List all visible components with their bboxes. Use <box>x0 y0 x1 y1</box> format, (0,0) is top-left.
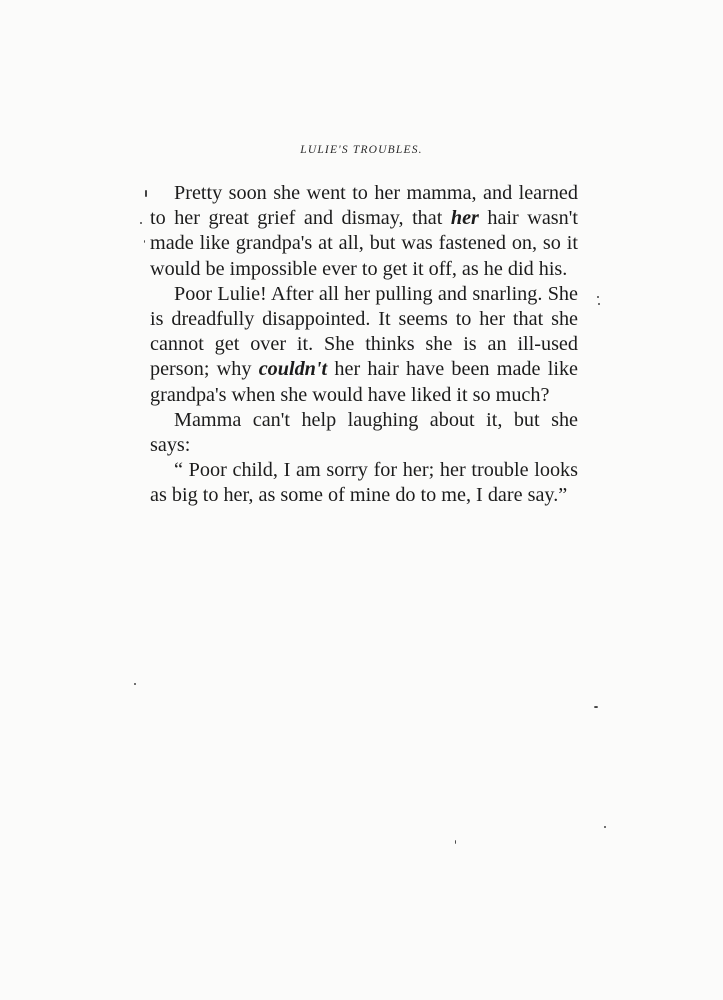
running-head: LULIE'S TROUBLES. <box>300 144 423 156</box>
scan-speck <box>144 240 145 243</box>
paragraph-4 <box>150 458 578 508</box>
paragraph-1 <box>150 181 578 282</box>
scan-speck <box>455 840 456 844</box>
scan-speck <box>145 190 147 197</box>
paragraph-1-text-a: Pretty soon she went to her mamma, and learned to her great grief and dismay, that <box>150 182 578 230</box>
emphasis-couldnt: couldn't <box>258 358 328 381</box>
scan-speck <box>597 296 599 298</box>
scan-speck <box>134 683 136 685</box>
paragraph-2 <box>150 282 578 408</box>
scan-speck <box>594 706 598 708</box>
paragraph-1-text-b: hair wasn't made like grandpa's at all, but was fastened on, so it would be impossible ever to get it off, as he did his. <box>150 207 578 280</box>
scan-speck <box>598 303 600 305</box>
emphasis-her: her <box>450 207 479 230</box>
paragraph-3-text: Mamma can't help laughing about it, but she says: <box>150 408 578 457</box>
scan-speck <box>604 826 606 828</box>
paragraph-2-text-b: her hair have been made like grandpa's when she would have liked it so much? <box>150 358 578 406</box>
paragraph-4-text: “ Poor child, I am sorry for her; her trouble looks as big to her, as some of mine do to me, I dare say.” <box>150 459 578 507</box>
paragraph-2-text-a: Poor Lulie! After all her pulling and snarling. She is dreadfully disappointed. It seems to her that she cannot get over it. She thinks she is an ill-used person; why <box>150 282 578 381</box>
scan-speck <box>140 222 142 224</box>
body-text <box>150 181 578 509</box>
paragraph-3 <box>150 408 578 458</box>
